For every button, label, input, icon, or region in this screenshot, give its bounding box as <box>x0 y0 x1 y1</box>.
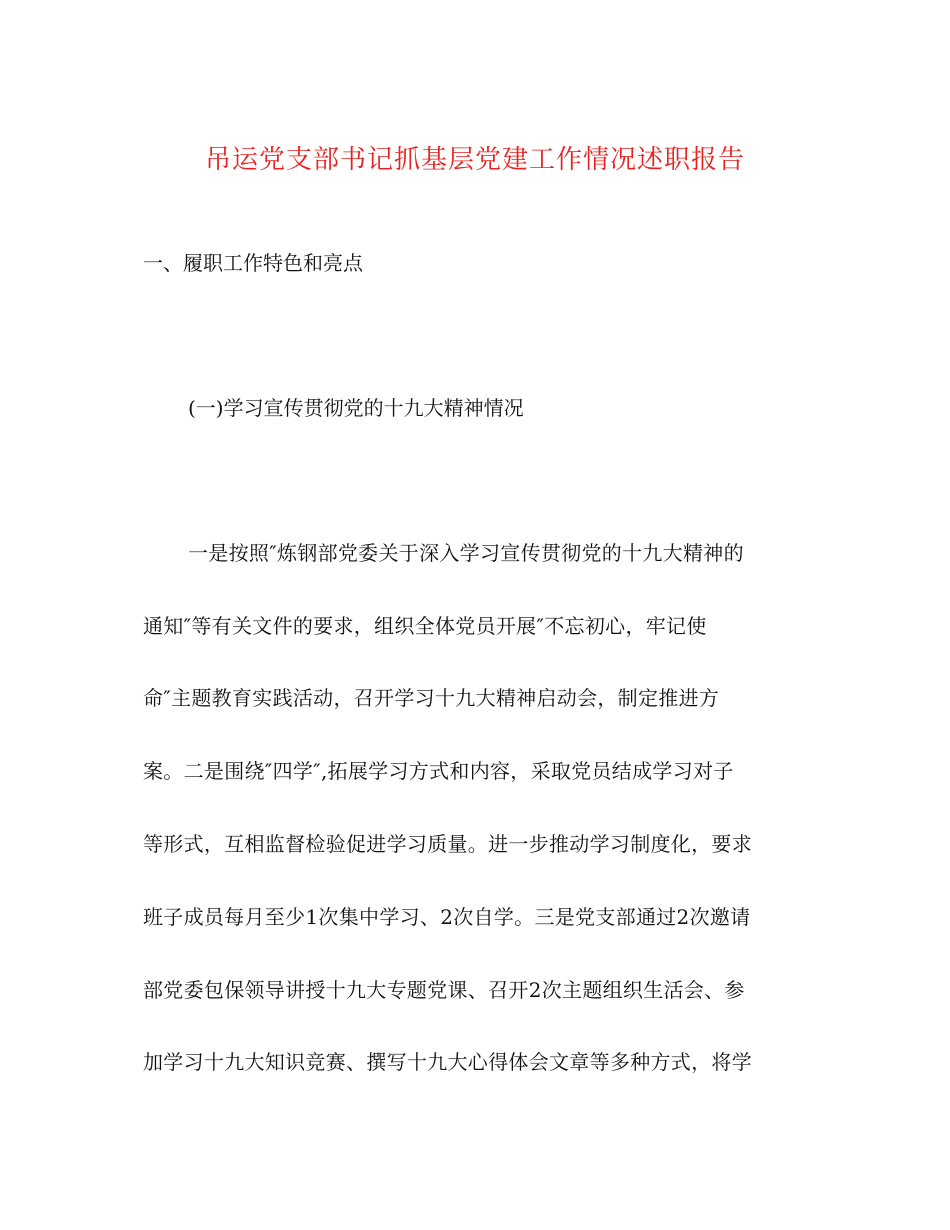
paragraph-line: 部党委包保领导讲授十九大专题党课、召开2次主题组织生活会、参 <box>143 978 745 1002</box>
paragraph-line: 通知″等有关文件的要求，组织全体党员开展″不忘初心，牢记使 <box>143 614 707 638</box>
paragraph-line: 案。二是围绕″四学″,拓展学习方式和内容，采取党员结成学习对子 <box>143 759 734 783</box>
subsection-heading: (一)学习宣传贯彻党的十九大精神情况 <box>188 396 524 420</box>
paragraph-line: 加学习十九大知识竞赛、撰写十九大心得体会文章等多种方式，将学 <box>143 1050 752 1074</box>
paragraph-line: 命″主题教育实践活动，召开学习十九大精神启动会，制定推进方 <box>143 686 720 710</box>
paragraph-line: 一是按照″炼钢部党委关于深入学习宣传贯彻党的十九大精神的 <box>188 541 744 565</box>
document-title: 吊运党支部书记抓基层党建工作情况述职报告 <box>204 145 745 175</box>
section-heading: 一、履职工作特色和亮点 <box>143 251 363 275</box>
paragraph-line: 等形式，互相监督检验促进学习质量。进一步推动学习制度化，要求 <box>143 832 752 856</box>
paragraph-line: 班子成员每月至少1次集中学习、2次自学。三是党支部通过2次邀请 <box>143 905 751 929</box>
